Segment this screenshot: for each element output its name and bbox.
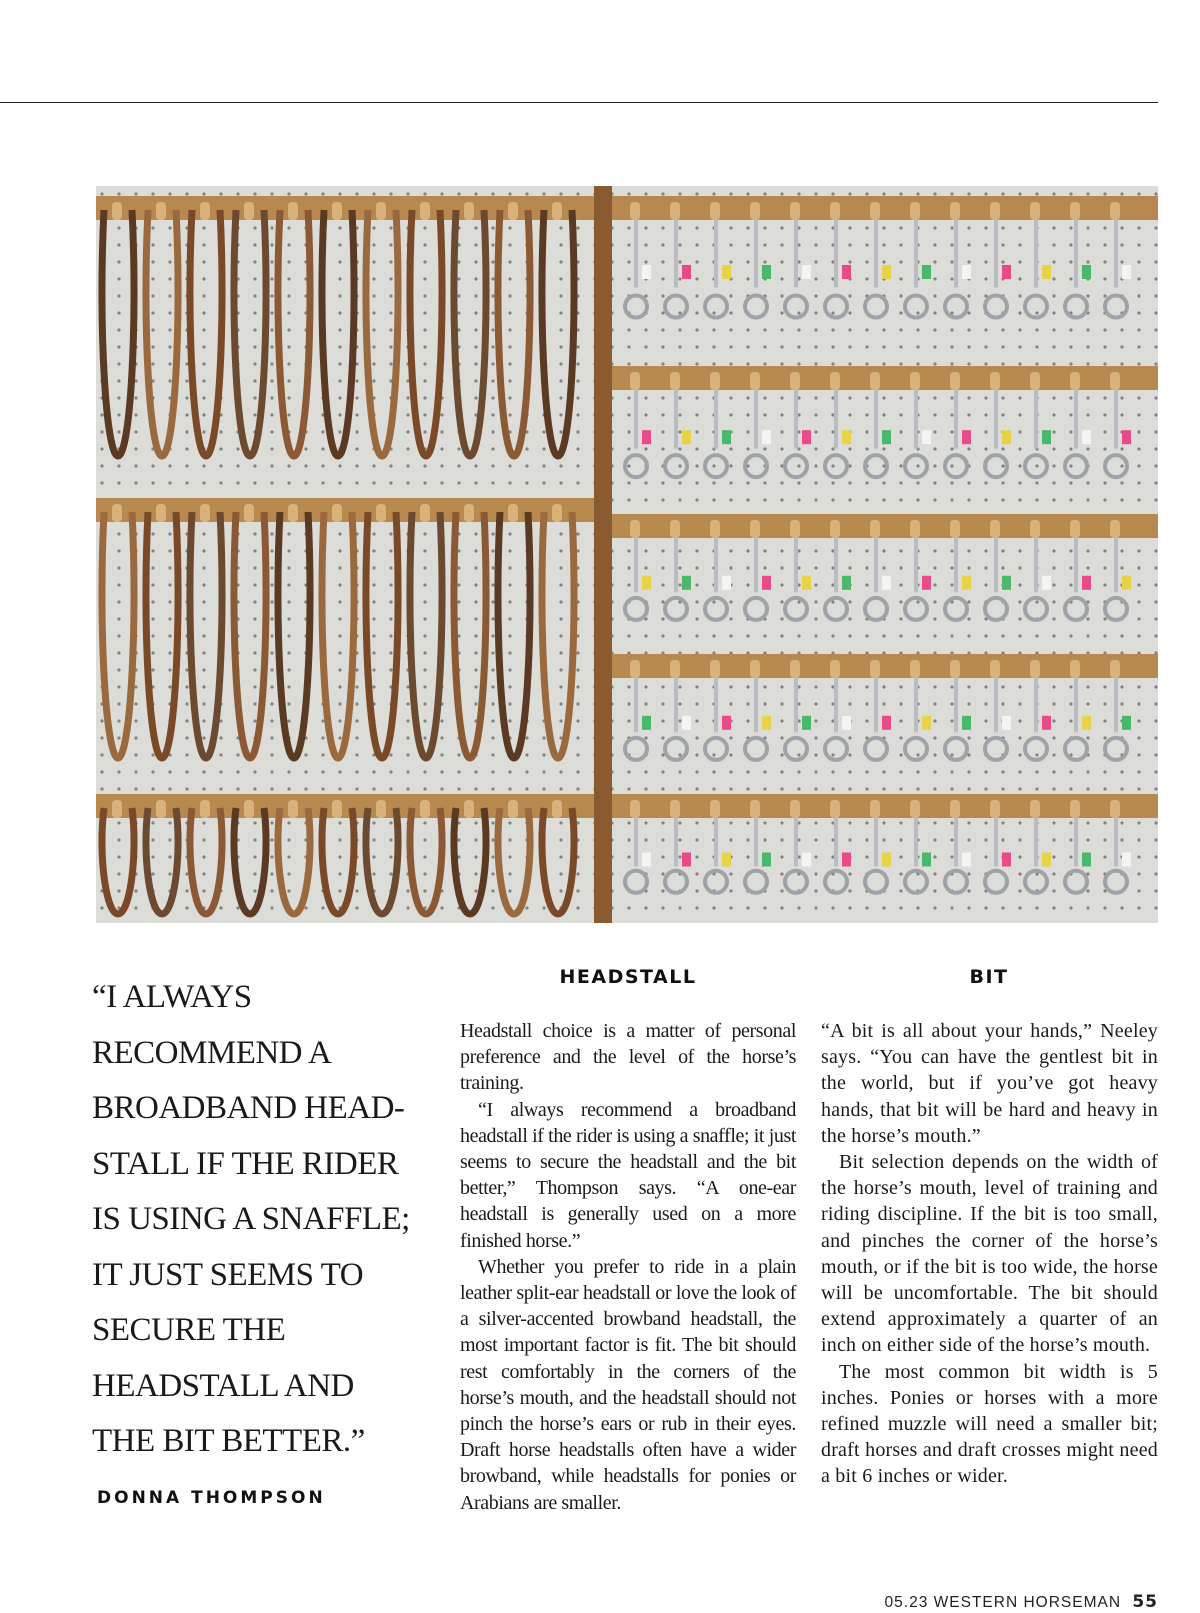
price-tag bbox=[1122, 853, 1131, 867]
wooden-peg bbox=[790, 372, 800, 390]
price-tag bbox=[1042, 430, 1051, 444]
wooden-peg bbox=[630, 520, 640, 538]
price-tag bbox=[842, 716, 851, 730]
wooden-peg bbox=[750, 202, 760, 220]
price-tag bbox=[802, 265, 811, 279]
wooden-peg bbox=[990, 800, 1000, 818]
price-tag bbox=[882, 853, 891, 867]
price-tag bbox=[962, 853, 971, 867]
wooden-peg bbox=[990, 372, 1000, 390]
price-tag bbox=[722, 716, 731, 730]
wooden-peg bbox=[870, 660, 880, 678]
wooden-peg bbox=[552, 202, 562, 220]
price-tag bbox=[722, 430, 731, 444]
wooden-peg bbox=[1070, 800, 1080, 818]
price-tag bbox=[802, 853, 811, 867]
price-tag bbox=[1082, 716, 1091, 730]
pull-quote-line: BROADBAND HEAD- bbox=[92, 1090, 405, 1126]
pull-quote-line: “I ALWAYS bbox=[92, 979, 252, 1015]
wooden-peg bbox=[464, 800, 474, 818]
wooden-peg bbox=[332, 202, 342, 220]
wooden-peg bbox=[910, 520, 920, 538]
price-tag bbox=[1002, 430, 1011, 444]
price-tag bbox=[1042, 576, 1051, 590]
price-tag bbox=[1122, 430, 1131, 444]
wooden-peg bbox=[508, 504, 518, 522]
wooden-peg bbox=[156, 202, 166, 220]
wooden-rail bbox=[96, 794, 594, 818]
wooden-peg bbox=[830, 800, 840, 818]
section-heading-headstall: HEADSTALL bbox=[559, 966, 697, 988]
wooden-peg bbox=[910, 660, 920, 678]
wooden-peg bbox=[420, 800, 430, 818]
price-tag bbox=[722, 576, 731, 590]
wooden-peg bbox=[332, 800, 342, 818]
wooden-peg bbox=[552, 504, 562, 522]
wooden-post bbox=[594, 186, 612, 923]
price-tag bbox=[642, 430, 651, 444]
wooden-peg bbox=[750, 660, 760, 678]
price-tag bbox=[1082, 430, 1091, 444]
wooden-peg bbox=[1030, 372, 1040, 390]
wooden-peg bbox=[670, 520, 680, 538]
price-tag bbox=[1002, 853, 1011, 867]
wooden-peg bbox=[750, 372, 760, 390]
wooden-peg bbox=[1110, 202, 1120, 220]
price-tag bbox=[642, 576, 651, 590]
price-tag bbox=[922, 430, 931, 444]
wooden-peg bbox=[790, 660, 800, 678]
wooden-peg bbox=[420, 202, 430, 220]
wooden-peg bbox=[670, 202, 680, 220]
wooden-peg bbox=[870, 372, 880, 390]
price-tag bbox=[762, 430, 771, 444]
wooden-peg bbox=[990, 660, 1000, 678]
pull-quote-line: THE BIT BETTER.” bbox=[92, 1423, 365, 1459]
price-tag bbox=[722, 853, 731, 867]
wooden-peg bbox=[750, 520, 760, 538]
wooden-peg bbox=[630, 660, 640, 678]
price-tag bbox=[922, 716, 931, 730]
issue-date: 05.23 bbox=[884, 1594, 929, 1611]
wooden-peg bbox=[112, 800, 122, 818]
price-tag bbox=[762, 853, 771, 867]
wooden-peg bbox=[508, 800, 518, 818]
wooden-peg bbox=[1030, 660, 1040, 678]
price-tag bbox=[1082, 853, 1091, 867]
wooden-peg bbox=[630, 800, 640, 818]
wooden-peg bbox=[950, 800, 960, 818]
price-tag bbox=[922, 576, 931, 590]
wooden-peg bbox=[288, 504, 298, 522]
wooden-peg bbox=[870, 202, 880, 220]
price-tag bbox=[882, 265, 891, 279]
price-tag bbox=[842, 853, 851, 867]
price-tag bbox=[682, 716, 691, 730]
wooden-peg bbox=[376, 504, 386, 522]
price-tag bbox=[882, 716, 891, 730]
price-tag bbox=[1122, 265, 1131, 279]
wooden-peg bbox=[990, 520, 1000, 538]
wooden-peg bbox=[200, 800, 210, 818]
pull-quote-line: SECURE THE bbox=[92, 1312, 286, 1348]
body-paragraph: Whether you prefer to ride in a plain leather split-ear headstall or love the look of a silver-accented browband headstall, the most important factor is fit. The bit should rest comfortably in the corners of the horse’s mouth, and the headstall should not pinch the horse’s ears or rub in their eyes. Draft horse headstalls often have a wider browband, while headstalls for ponies or Arabians are smaller. bbox=[460, 1255, 796, 1514]
price-tag bbox=[1082, 576, 1091, 590]
pull-quote-line: RECOMMEND A bbox=[92, 1034, 332, 1071]
wooden-peg bbox=[244, 202, 254, 220]
wooden-peg bbox=[112, 202, 122, 220]
wooden-peg bbox=[630, 372, 640, 390]
top-rule bbox=[0, 102, 1158, 103]
wooden-peg bbox=[1030, 520, 1040, 538]
wooden-peg bbox=[710, 660, 720, 678]
price-tag bbox=[762, 716, 771, 730]
price-tag bbox=[682, 576, 691, 590]
wooden-peg bbox=[1070, 202, 1080, 220]
pull-quote-line: HEADSTALL AND bbox=[92, 1367, 354, 1404]
wooden-peg bbox=[200, 504, 210, 522]
wooden-rail bbox=[96, 196, 594, 220]
wooden-peg bbox=[670, 372, 680, 390]
price-tag bbox=[1042, 853, 1051, 867]
price-tag bbox=[842, 430, 851, 444]
section-heading-bit: BIT bbox=[969, 966, 1009, 988]
price-tag bbox=[882, 576, 891, 590]
price-tag bbox=[1002, 576, 1011, 590]
wooden-peg bbox=[376, 800, 386, 818]
wooden-peg bbox=[1030, 800, 1040, 818]
price-tag bbox=[962, 265, 971, 279]
pull-quote-line: STALL IF THE RIDER bbox=[92, 1145, 399, 1182]
wooden-peg bbox=[710, 520, 720, 538]
price-tag bbox=[962, 716, 971, 730]
price-tag bbox=[762, 265, 771, 279]
price-tag bbox=[642, 265, 651, 279]
price-tag bbox=[802, 576, 811, 590]
wooden-peg bbox=[950, 372, 960, 390]
wooden-peg bbox=[1070, 520, 1080, 538]
wooden-peg bbox=[508, 202, 518, 220]
wooden-rail bbox=[96, 498, 594, 522]
body-paragraph: “I always recommend a broadband headstall if the rider is using a snaffle; it just seems to secure the headstall and the bit better,” Thompson says. “A one-ear headstall is generally used on a more finished horse.” bbox=[460, 1098, 796, 1252]
wooden-peg bbox=[1110, 520, 1120, 538]
wooden-peg bbox=[156, 800, 166, 818]
article-column-headstall bbox=[460, 1018, 796, 1516]
price-tag bbox=[842, 576, 851, 590]
wooden-peg bbox=[910, 800, 920, 818]
wooden-peg bbox=[790, 800, 800, 818]
price-tag bbox=[1082, 265, 1091, 279]
body-paragraph: Headstall choice is a matter of personal preference and the level of the horse’s training. bbox=[460, 1020, 796, 1095]
price-tag bbox=[962, 430, 971, 444]
price-tag bbox=[922, 853, 931, 867]
tack-wall-illustration bbox=[96, 186, 1158, 923]
wooden-peg bbox=[200, 202, 210, 220]
wooden-peg bbox=[870, 520, 880, 538]
wooden-peg bbox=[910, 372, 920, 390]
price-tag bbox=[1002, 265, 1011, 279]
price-tag bbox=[1042, 265, 1051, 279]
wooden-peg bbox=[376, 202, 386, 220]
price-tag bbox=[682, 853, 691, 867]
article-column-bit bbox=[821, 1018, 1158, 1490]
pull-quote bbox=[92, 970, 422, 1470]
wooden-peg bbox=[670, 800, 680, 818]
wooden-peg bbox=[288, 800, 298, 818]
wooden-peg bbox=[830, 372, 840, 390]
wooden-peg bbox=[1070, 660, 1080, 678]
price-tag bbox=[842, 265, 851, 279]
wooden-peg bbox=[950, 660, 960, 678]
price-tag bbox=[962, 576, 971, 590]
wooden-peg bbox=[830, 520, 840, 538]
wooden-peg bbox=[830, 202, 840, 220]
body-paragraph: Bit selection depends on the width of the horse’s mouth, level of training and riding discipline. If the bit is too small, and pinches the corner of the horse’s mouth, or if the bit is too wide, the horse will be uncomfortable. The bit should extend approximately a quarter of an inch on either side of the horse’s mouth. bbox=[821, 1151, 1158, 1357]
wooden-peg bbox=[750, 800, 760, 818]
tack-wall-photo bbox=[96, 186, 1158, 923]
wooden-peg bbox=[630, 202, 640, 220]
page-folio bbox=[885, 1592, 1158, 1612]
wooden-peg bbox=[670, 660, 680, 678]
wooden-peg bbox=[552, 800, 562, 818]
pull-quote-attribution: DONNA THOMPSON bbox=[97, 1488, 326, 1508]
wooden-peg bbox=[790, 202, 800, 220]
price-tag bbox=[1002, 716, 1011, 730]
wooden-peg bbox=[1070, 372, 1080, 390]
price-tag bbox=[722, 265, 731, 279]
pull-quote-line: IS USING A SNAFFLE; bbox=[92, 1201, 410, 1237]
wooden-peg bbox=[112, 504, 122, 522]
body-paragraph: The most common bit width is 5 inches. Ponies or horses with a more refined muzzle will need a smaller bit; draft horses and draft crosses might need a bit 6 inches or wider. bbox=[821, 1360, 1158, 1488]
price-tag bbox=[682, 265, 691, 279]
wooden-peg bbox=[1030, 202, 1040, 220]
wooden-peg bbox=[1110, 660, 1120, 678]
wooden-peg bbox=[990, 202, 1000, 220]
wooden-peg bbox=[710, 800, 720, 818]
wooden-peg bbox=[288, 202, 298, 220]
pull-quote-line: IT JUST SEEMS TO bbox=[92, 1256, 364, 1293]
price-tag bbox=[642, 716, 651, 730]
price-tag bbox=[922, 265, 931, 279]
price-tag bbox=[1122, 576, 1131, 590]
wooden-peg bbox=[464, 202, 474, 220]
wooden-peg bbox=[830, 660, 840, 678]
body-paragraph: “A bit is all about your hands,” Neeley says. “You can have the gentlest bit in the world, but if you’ve got heavy hands, that bit will be hard and heavy in the horse’s mouth.” bbox=[821, 1020, 1158, 1147]
wooden-peg bbox=[1110, 800, 1120, 818]
wooden-peg bbox=[156, 504, 166, 522]
wooden-peg bbox=[244, 504, 254, 522]
wooden-peg bbox=[710, 372, 720, 390]
publication-name: WESTERN HORSEMAN bbox=[933, 1594, 1122, 1611]
price-tag bbox=[1042, 716, 1051, 730]
wooden-peg bbox=[420, 504, 430, 522]
wooden-peg bbox=[710, 202, 720, 220]
wooden-peg bbox=[870, 800, 880, 818]
wooden-peg bbox=[950, 202, 960, 220]
wooden-peg bbox=[790, 520, 800, 538]
price-tag bbox=[802, 430, 811, 444]
price-tag bbox=[682, 430, 691, 444]
price-tag bbox=[1122, 716, 1131, 730]
wooden-peg bbox=[1110, 372, 1120, 390]
page-number: 55 bbox=[1132, 1592, 1158, 1612]
wooden-peg bbox=[910, 202, 920, 220]
price-tag bbox=[642, 853, 651, 867]
price-tag bbox=[882, 430, 891, 444]
wooden-peg bbox=[244, 800, 254, 818]
wooden-peg bbox=[464, 504, 474, 522]
wooden-peg bbox=[950, 520, 960, 538]
wooden-peg bbox=[332, 504, 342, 522]
price-tag bbox=[802, 716, 811, 730]
price-tag bbox=[762, 576, 771, 590]
